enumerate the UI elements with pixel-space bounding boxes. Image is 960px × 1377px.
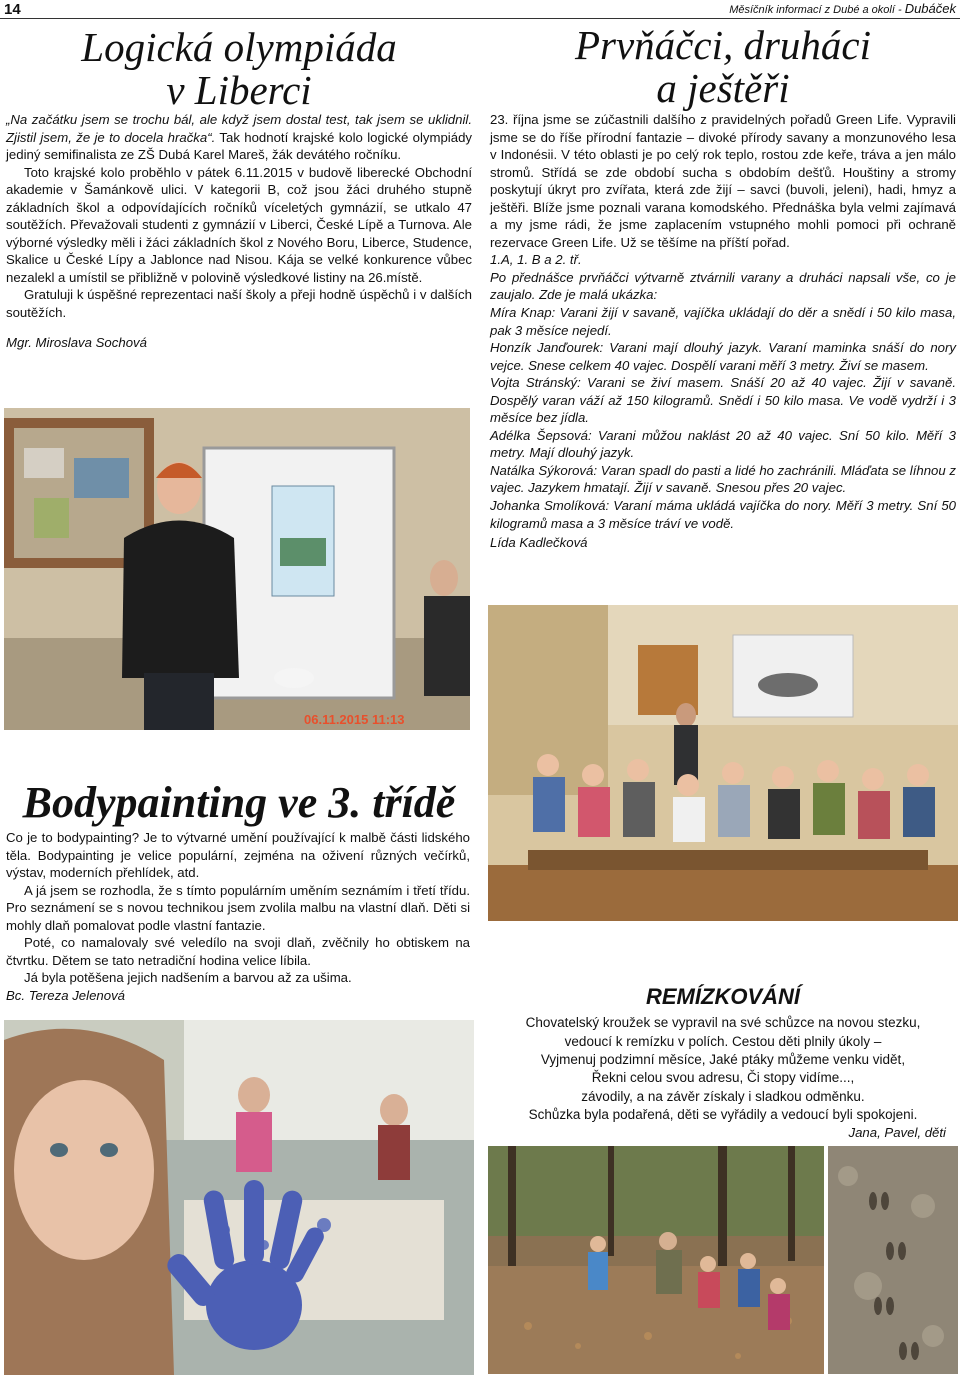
- article1-p3: Gratuluji k úspěšné reprezentaci naší školy a přeji hodně úspěchů i v dalších soutěžích.: [6, 287, 472, 321]
- photo-lecture-image: [488, 605, 958, 921]
- article3-title: Bodypainting ve 3. třídě: [22, 778, 456, 827]
- article2-quote: Natálka Sýkorová: Varan spadl do pasti a lidé ho zachránili. Mláďata se líhnou z vajec. Jazykem hmatají. Žijí v savaně. Snesou přes 20 vajec.: [490, 462, 956, 496]
- article4-line: Chovatelský kroužek se vypravil na své schůzce na novou stezku,: [525, 1015, 921, 1031]
- article1-signature: Mgr. Miroslava Sochová: [6, 334, 147, 350]
- article1-p2: Toto krajské kolo proběhlo v pátek 6.11.2015 v budově liberecké Obchodní akademie v Šamánkově ulici. V kategorii B, což jsou žáci druhého stupně základních škol a odpovídajících ročníků víceletých gymnázií, se utkalo 47 soutěžích. Převažovali studenti z gymnázií v Liberci, České Lípě a Turnova. Ale výborné výsledky měli i žáci základních škol z Nového Boru, Liberce, Studence, Skalice u České Lípy a Jablonce nad Nisou. Kája se velké konkurence vůbec nezalekl a umístil se přibližně v polovině výsledkové listiny na 26.místě.: [6, 164, 472, 285]
- page-number: 14: [4, 1, 21, 18]
- article3-p3: Poté, co namalovaly své veledílo na svoji dlaň, zvěčnily ho obtiskem na čtvrtku. Dětem se tato netradiční hodina velice líbila.: [6, 935, 470, 968]
- article4-line: vedoucí k remízku v polích. Cestou děti plnily úkoly –: [564, 1033, 882, 1049]
- photo-walk-image: [488, 1146, 824, 1374]
- photo-tracks: [828, 1146, 958, 1374]
- article1-title: [4, 26, 474, 112]
- photo-olympiad: [4, 408, 470, 730]
- photo-walk: [488, 1146, 824, 1374]
- magazine-subtitle: Měsíčník informací z Dubé a okolí -: [729, 4, 902, 16]
- article3-p2: A já jsem se rozhodla, že s tímto populárním uměním seznámím i třetí třídu. Pro seznámení se s novou technikou jsem zvolila malbu na vlastní dlaň. Děti si mohly dlaň pomalovat podle vlastní fantazie.: [6, 882, 470, 933]
- article2-classes: 1.A, 1. B a 2. tř.: [490, 252, 582, 268]
- article2-title: [488, 24, 958, 110]
- article1-title-line2: v Liberci: [166, 67, 312, 114]
- article4-line: závodily, a na závěr získaly i sladkou odměnku.: [581, 1088, 865, 1104]
- photo-bodypainting: [4, 1020, 474, 1375]
- header-rule: [0, 18, 960, 19]
- article2-quote: Honzík Janďourek: Varani mají dlouhý jazyk. Varaní maminka snáší do nory vejce. Snese celkem 40 vajec. Dospělí varani měří 3 metry. Živí se masem.: [490, 340, 956, 373]
- article4-line: Řekni celou svou adresu, Či stopy vidíme...,: [591, 1070, 855, 1086]
- article2-signature: Lída Kadlečková: [490, 535, 588, 551]
- article4-signature: Jana, Pavel, děti: [848, 1125, 946, 1141]
- article3-p4: Já byla potěšena jejich nadšením a barvou až za ušima.: [24, 970, 352, 986]
- article3-signature: Bc. Tereza Jelenová: [6, 987, 126, 1003]
- article4-line: Vyjmenuj podzimní měsíce, Jaké ptáky můžeme venku vidět,: [540, 1051, 906, 1067]
- article1-body: [6, 111, 472, 351]
- photo-timestamp: 06.11.2015 11:13: [304, 712, 405, 727]
- article3-body: [6, 829, 470, 1004]
- article1-paragraph: [6, 111, 472, 164]
- magazine-brand: Dubáček: [904, 1, 956, 16]
- magazine-header: [729, 0, 956, 18]
- article4-box: [488, 976, 958, 1141]
- article4-title: REMÍZKOVÁNÍ: [646, 984, 800, 1009]
- article1-title-line1: Logická olympiáda: [81, 24, 397, 70]
- article3-p1: Co je to bodypainting? Je to výtvarné umění používající k malbě části lidského těla. Bodypainting je velice populární, zejména na oživení různých večírků, výstav, moderních přehlídek, atd.: [6, 830, 470, 881]
- article1-p1: Tak hodnotí krajské kolo logické olympiády jediný semifinalista ze ZŠ Dubá Karel Mareš, žák devátého ročníku.: [6, 129, 472, 163]
- article4-line: Schůzka byla podařená, děti se vyřádily a vedoucí byli spokojeni.: [528, 1107, 918, 1123]
- article2-quote: Adélka Šepsová: Varani můžou naklást 20 až 40 vajec. Sní 50 kilo. Měří 3 metry. Mají dlouhý jazyk.: [490, 427, 956, 461]
- photo-olympiad-image: [4, 408, 470, 730]
- article1-intro: „Na začátku jsem se trochu bál, ale když jsem dostal test, tak jsem se uklidnil. Zjistil jsem, že je to docela hračka“.: [6, 112, 472, 145]
- article2-p1: 23. října jsme se zúčastnili dalšího z pravidelných pořadů Green Life. Vypravili jsme se do říše přírodní fantazie – divoké přírody savany a monzunového lesa v Indonésii. V této oblasti je po celý rok teplo, rostou zde keře, tráva a jen málo stromů. Střídá se zde období sucha s obdobím dešťů. Houštiny a stromy poskytují úkryt pro zvířata, která zde žijí – savci (buvoli, jeleni), hadi, hmyz a ještěři. Blíže jsme poznali varana komodského. Přednáška byla velmi zajímavá a my jsme rádi, že jsme zaplacením vstupného mohli pomoci při ochraně rezervace Green Life. Už se těšíme na příští pořad.: [490, 112, 956, 250]
- article2-quote: Míra Knap: Varani žijí v savaně, vajíčka ukládají do děr a snědí i 50 kilo masa, pak 3 měsíce nejedí.: [490, 305, 956, 338]
- photo-bodypainting-image: [4, 1020, 474, 1375]
- article2-p2: Po přednášce prvňáčci výtvarně ztvárnili varany a druháci napsali vše, co je zaujalo. Zde je malá ukázka:: [490, 269, 956, 303]
- article2-title-line1: Prvňáčci, druháci: [574, 22, 872, 68]
- article2-body: [490, 111, 956, 552]
- photo-tracks-image: [828, 1146, 958, 1374]
- article2-title-line2: a ještěři: [656, 65, 790, 112]
- photo-lecture: [488, 605, 958, 921]
- article2-quote: Vojta Stránský: Varani se živí masem. Snáší 20 až 40 vajec. Žijí v savaně. Dospělý varan váží až 150 kilogramů. Snědí i 50 kilo masa. Ve vodě vydrží i 3 měsíce bez jídla.: [490, 375, 956, 426]
- article2-quote: Johanka Smolíková: Varaní máma ukládá vajíčka do nory. Měří 3 metry. Sní 50 kilogramů masa a 3 měsíce tráví ve vodě.: [490, 498, 956, 531]
- article4-lines: [488, 1014, 958, 1124]
